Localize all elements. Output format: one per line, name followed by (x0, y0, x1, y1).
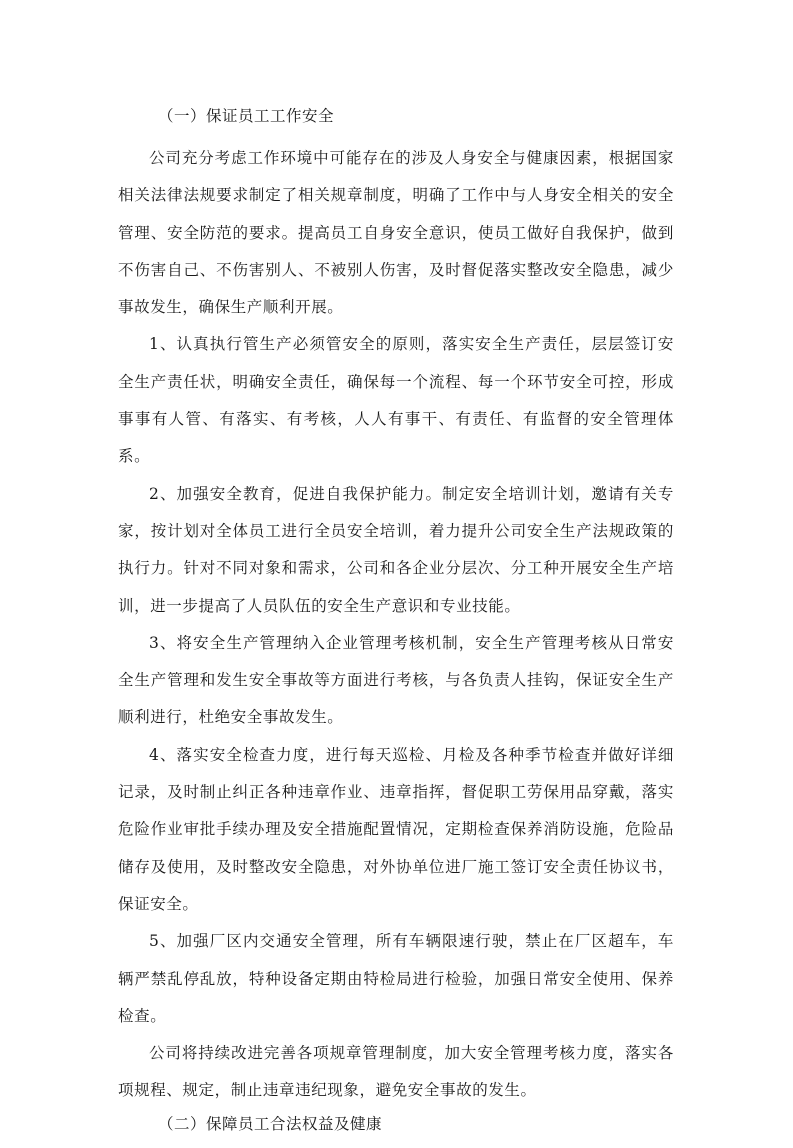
measure-5-paragraph: 5、加强厂区内交通安全管理，所有车辆限速行驶，禁止在厂区超车，车辆严禁乱停乱放，特种设备定期由特检局进行检验，加强日常安全使用、保养检查。 (118, 932, 674, 1025)
document-page (118, 104, 674, 1148)
section-heading-1: （一）保证员工工作安全 (158, 107, 335, 125)
measure-3-paragraph: 3、将安全生产管理纳入企业管理考核机制，安全生产管理考核从日常安全生产管理和发生安全事故等方面进行考核，与各负责人挂钩，保证安全生产顺利进行，杜绝安全事故发生。 (118, 633, 674, 727)
measure-4-paragraph: 4、落实安全检查力度，进行每天巡检、月检及各种季节检查并做好详细记录，及时制止纠正各种违章作业、违章指挥，督促职工劳保用品穿戴，落实危险作业审批手续办理及安全措施配置情况，定期检查保养消防设施，危险品储存及使用，及时整改安全隐患，对外协单位进厂施工签订安全责任协议书，保证安全。 (118, 745, 674, 913)
conclusion-paragraph: 公司将持续改进完善各项规章管理制度，加大安全管理考核力度，落实各项规程、规定，制止违章违纪现象，避免安全事故的发生。 (118, 1044, 674, 1100)
measure-1-paragraph: 1、认真执行管生产必须管安全的原则，落实安全生产责任，层层签订安全生产责任状，明确安全责任，确保每一个流程、每一个环节安全可控，形成事事有人管、有落实、有考核，人人有事干、有责任、有监督的安全管理体系。 (118, 335, 674, 466)
intro-paragraph: 公司充分考虑工作环境中可能存在的涉及人身安全与健康因素，根据国家相关法律法规要求制定了相关规章制度，明确了工作中与人身安全相关的安全管理、安全防范的要求。提高员工自身安全意识，使员工做好自我保护，做到不伤害自己、不伤害别人、不被别人伤害，及时督促落实整改安全隐患，减少事故发生，确保生产顺利开展。 (118, 149, 674, 317)
section-heading-2: （二）保障员工合法权益及健康 (158, 1114, 383, 1133)
measure-2-paragraph: 2、加强安全教育，促进自我保护能力。制定安全培训计划，邀请有关专家，按计划对全体员工进行全员安全培训，着力提升公司安全生产法规政策的执行力。针对不同对象和需求，公司和各企业分层次、分工种开展安全生产培训，进一步提高了人员队伍的安全生产意识和专业技能。 (118, 484, 674, 615)
